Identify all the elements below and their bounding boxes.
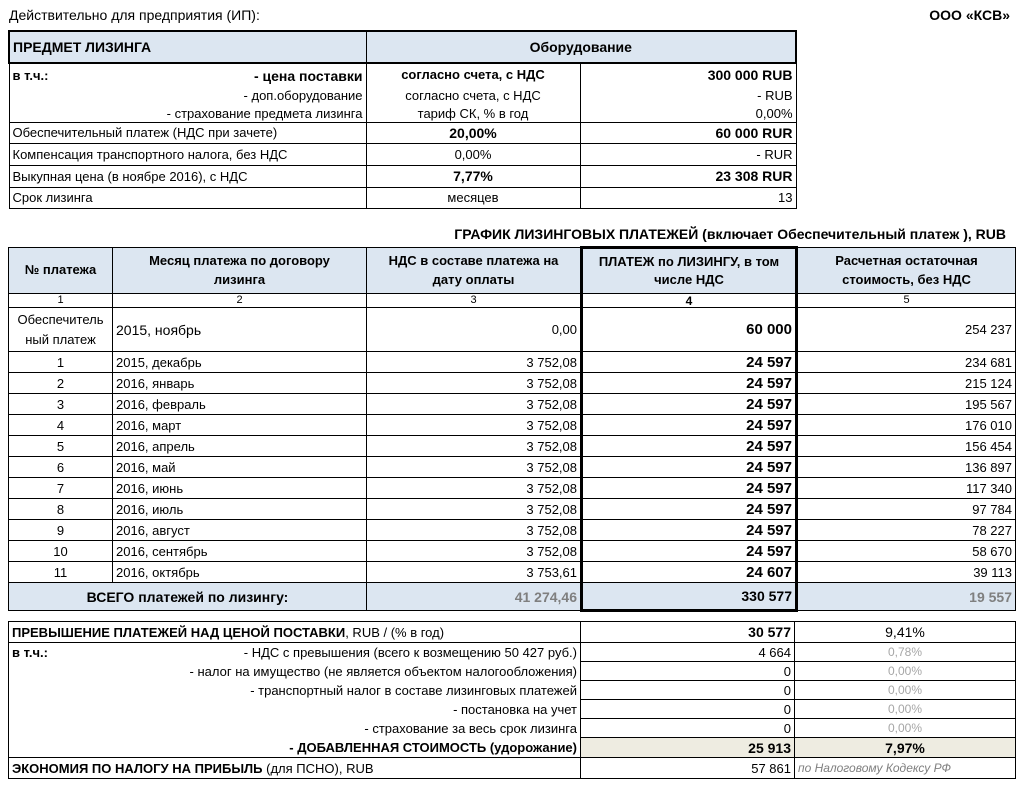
header-residual: Расчетная остаточная стоимость, без НДС — [797, 248, 1016, 294]
payment-vat: 3 752,08 — [367, 478, 582, 499]
payment-vat: 3 752,08 — [367, 520, 582, 541]
insurance-basis: тариф СК, % в год — [366, 105, 580, 122]
excess-item-label: - транспортный налог в составе лизинговых платежей — [250, 682, 577, 698]
added-value: 25 913 — [581, 738, 795, 758]
company-name: ООО «КСВ» — [929, 7, 1010, 23]
leasing-subject-table — [8, 30, 797, 209]
price-label-cell — [9, 63, 366, 85]
payment-vat: 3 752,08 — [367, 541, 582, 562]
payment-amount: 24 597 — [582, 394, 797, 415]
payment-month: 2016, январь — [113, 373, 367, 394]
savings-title-suffix: (для ПСНО), RUB — [262, 760, 374, 776]
excess-item-row — [9, 681, 1016, 700]
payment-amount: 24 597 — [582, 520, 797, 541]
excess-incl-label: в т.ч.: — [12, 645, 48, 660]
excess-title-suffix: , RUB / (% в год) — [345, 624, 445, 640]
payment-number: 5 — [9, 436, 113, 457]
header-month: Месяц платежа по договору лизинга — [113, 248, 367, 294]
residual-value: 136 897 — [797, 457, 1016, 478]
residual-value: 215 124 — [797, 373, 1016, 394]
payment-month: 2016, сентябрь — [113, 541, 367, 562]
excess-item-label-cell — [9, 681, 581, 700]
payment-month: 2015, декабрь — [113, 352, 367, 373]
buyout-row — [9, 165, 796, 187]
residual-value: 97 784 — [797, 499, 1016, 520]
payment-schedule-table — [8, 246, 1016, 612]
payment-number: 9 — [9, 520, 113, 541]
buyout-value: 23 308 RUR — [580, 165, 796, 187]
transport-value: - RUR — [580, 143, 796, 165]
excess-item-value: 4 664 — [581, 643, 795, 662]
payment-month: 2016, октябрь — [113, 562, 367, 583]
payment-number: 10 — [9, 541, 113, 562]
security-payment-row — [9, 122, 796, 143]
excess-item-pct: 0,00% — [795, 662, 1016, 681]
savings-value: 57 861 — [581, 758, 795, 779]
col-num-3: 3 — [367, 294, 582, 308]
excess-item-label-cell — [9, 662, 581, 681]
savings-note: по Налоговому Кодексу РФ — [795, 758, 1016, 779]
payment-number: 8 — [9, 499, 113, 520]
transport-label: Компенсация транспортного налога, без НДС — [9, 143, 366, 165]
schedule-row — [9, 373, 1016, 394]
payment-amount: 24 597 — [582, 415, 797, 436]
payment-month: 2015, ноябрь — [113, 308, 367, 352]
payment-number: 2 — [9, 373, 113, 394]
excess-item-label: - страхование за весь срок лизинга — [364, 720, 577, 736]
payment-vat: 3 752,08 — [367, 499, 582, 520]
schedule-row — [9, 457, 1016, 478]
schedule-row — [9, 394, 1016, 415]
excess-header-row — [9, 622, 1016, 643]
payment-number: 1 — [9, 352, 113, 373]
transport-tax-row — [9, 143, 796, 165]
excess-item-pct: 0,78% — [795, 643, 1016, 662]
header-payment: ПЛАТЕЖ по ЛИЗИНГУ, в том числе НДС — [582, 248, 797, 294]
excess-item-pct: 0,00% — [795, 700, 1016, 719]
incl-label: в т.ч.: — [12, 68, 49, 83]
payment-vat: 3 752,08 — [367, 394, 582, 415]
excess-item-label: - постановка на учет — [453, 701, 577, 717]
col-num-4: 4 — [582, 294, 797, 308]
payment-amount: 24 597 — [582, 499, 797, 520]
valid-for-label: Действительно для предприятия (ИП): — [9, 7, 260, 23]
schedule-row — [9, 478, 1016, 499]
subject-value: Оборудование — [366, 31, 796, 63]
excess-item-row — [9, 700, 1016, 719]
payment-amount: 60 000 — [582, 308, 797, 352]
price-value: 300 000 RUB — [580, 63, 796, 85]
header-vat: НДС в составе платежа на дату оплаты — [367, 248, 582, 294]
schedule-row — [9, 562, 1016, 583]
payment-number: Обеспечитель ный платеж — [9, 308, 113, 352]
excess-item-row — [9, 662, 1016, 681]
added-value-row — [9, 738, 1016, 758]
subject-title: ПРЕДМЕТ ЛИЗИНГА — [9, 31, 366, 63]
payment-vat: 3 752,08 — [367, 373, 582, 394]
excess-item-label-cell — [9, 719, 581, 738]
header-number: № платежа — [9, 248, 113, 294]
excess-item-row — [9, 643, 1016, 662]
residual-value: 176 010 — [797, 415, 1016, 436]
excess-item-pct: 0,00% — [795, 719, 1016, 738]
buyout-label: Выкупная цена (в ноябре 2016), с НДС — [9, 165, 366, 187]
buyout-pct: 7,77% — [366, 165, 580, 187]
price-basis: согласно счета, с НДС — [366, 63, 580, 85]
excess-item-value: 0 — [581, 662, 795, 681]
payment-amount: 24 597 — [582, 436, 797, 457]
schedule-row — [9, 499, 1016, 520]
excess-item-label-cell — [9, 700, 581, 719]
payment-number: 11 — [9, 562, 113, 583]
added-pct: 7,97% — [795, 738, 1016, 758]
payment-vat: 3 753,61 — [367, 562, 582, 583]
payment-month: 2016, июнь — [113, 478, 367, 499]
excess-item-row — [9, 719, 1016, 738]
residual-value: 58 670 — [797, 541, 1016, 562]
payment-vat: 3 752,08 — [367, 457, 582, 478]
term-row — [9, 187, 796, 208]
column-numbers-row — [9, 294, 1016, 308]
excess-pct: 9,41% — [795, 622, 1016, 643]
payment-number: 6 — [9, 457, 113, 478]
payment-amount: 24 597 — [582, 478, 797, 499]
extra-basis: согласно счета, с НДС — [366, 85, 580, 105]
schedule-header-row — [9, 248, 1016, 294]
total-payment: 330 577 — [582, 583, 797, 611]
extra-equipment-row — [9, 85, 796, 105]
payment-month: 2016, май — [113, 457, 367, 478]
excess-payments-table — [8, 621, 1016, 779]
price-label: - цена поставки — [253, 68, 363, 84]
excess-title: ПРЕВЫШЕНИЕ ПЛАТЕЖЕЙ НАД ЦЕНОЙ ПОСТАВКИ — [12, 624, 346, 640]
payment-vat: 3 752,08 — [367, 436, 582, 457]
excess-item-pct: 0,00% — [795, 681, 1016, 700]
schedule-row — [9, 308, 1016, 352]
total-label: ВСЕГО платежей по лизингу: — [9, 583, 367, 611]
security-value: 60 000 RUR — [580, 122, 796, 143]
payment-number: 7 — [9, 478, 113, 499]
term-unit: месяцев — [366, 187, 580, 208]
payment-amount: 24 597 — [582, 373, 797, 394]
extra-label: - доп.оборудование — [9, 85, 366, 105]
insurance-value: 0,00% — [580, 105, 796, 122]
excess-item-label: - НДС с превышения (всего к возмещению 50 427 руб.) — [243, 645, 577, 660]
residual-value: 195 567 — [797, 394, 1016, 415]
excess-item-value: 0 — [581, 719, 795, 738]
term-label: Срок лизинга — [9, 187, 366, 208]
schedule-row — [9, 541, 1016, 562]
payment-vat: 3 752,08 — [367, 352, 582, 373]
insurance-row — [9, 105, 796, 122]
payment-month: 2016, февраль — [113, 394, 367, 415]
savings-title-cell — [9, 758, 581, 779]
tax-savings-row — [9, 758, 1016, 779]
col-num-2: 2 — [113, 294, 367, 308]
subject-header-row — [9, 31, 796, 63]
residual-value: 78 227 — [797, 520, 1016, 541]
payment-number: 4 — [9, 415, 113, 436]
schedule-row — [9, 415, 1016, 436]
payment-vat: 3 752,08 — [367, 415, 582, 436]
payment-month: 2016, март — [113, 415, 367, 436]
payment-amount: 24 607 — [582, 562, 797, 583]
excess-item-value: 0 — [581, 700, 795, 719]
transport-pct: 0,00% — [366, 143, 580, 165]
residual-value: 117 340 — [797, 478, 1016, 499]
payment-month: 2016, июль — [113, 499, 367, 520]
col-num-5: 5 — [797, 294, 1016, 308]
excess-item-value: 0 — [581, 681, 795, 700]
payment-month: 2016, август — [113, 520, 367, 541]
price-row — [9, 63, 796, 85]
insurance-label: - страхование предмета лизинга — [9, 105, 366, 122]
savings-title: ЭКОНОМИЯ ПО НАЛОГУ НА ПРИБЫЛЬ — [12, 760, 263, 776]
schedule-row — [9, 436, 1016, 457]
residual-value: 254 237 — [797, 308, 1016, 352]
total-vat: 41 274,46 — [367, 583, 582, 611]
security-pct: 20,00% — [366, 122, 580, 143]
added-label: - ДОБАВЛЕННАЯ СТОИМОСТЬ (удорожание) — [9, 738, 581, 758]
extra-value: - RUB — [580, 85, 796, 105]
excess-item-label: - налог на имущество (не является объектом налогообложения) — [189, 663, 577, 679]
security-label: Обеспечительный платеж (НДС при зачете) — [9, 122, 366, 143]
payment-amount: 24 597 — [582, 352, 797, 373]
excess-title-cell — [9, 622, 581, 643]
term-value: 13 — [580, 187, 796, 208]
payment-month: 2016, апрель — [113, 436, 367, 457]
schedule-row — [9, 520, 1016, 541]
schedule-row — [9, 352, 1016, 373]
excess-value: 30 577 — [581, 622, 795, 643]
payment-vat: 0,00 — [367, 308, 582, 352]
schedule-total-row — [9, 583, 1016, 611]
excess-item-label-cell — [9, 643, 581, 662]
residual-value: 156 454 — [797, 436, 1016, 457]
residual-value: 234 681 — [797, 352, 1016, 373]
total-residual: 19 557 — [797, 583, 1016, 611]
payment-amount: 24 597 — [582, 457, 797, 478]
payment-amount: 24 597 — [582, 541, 797, 562]
col-num-1: 1 — [9, 294, 113, 308]
payment-number: 3 — [9, 394, 113, 415]
residual-value: 39 113 — [797, 562, 1016, 583]
schedule-title: ГРАФИК ЛИЗИНГОВЫХ ПЛАТЕЖЕЙ (включает Обеспечительный платеж ), RUB — [454, 226, 1006, 242]
